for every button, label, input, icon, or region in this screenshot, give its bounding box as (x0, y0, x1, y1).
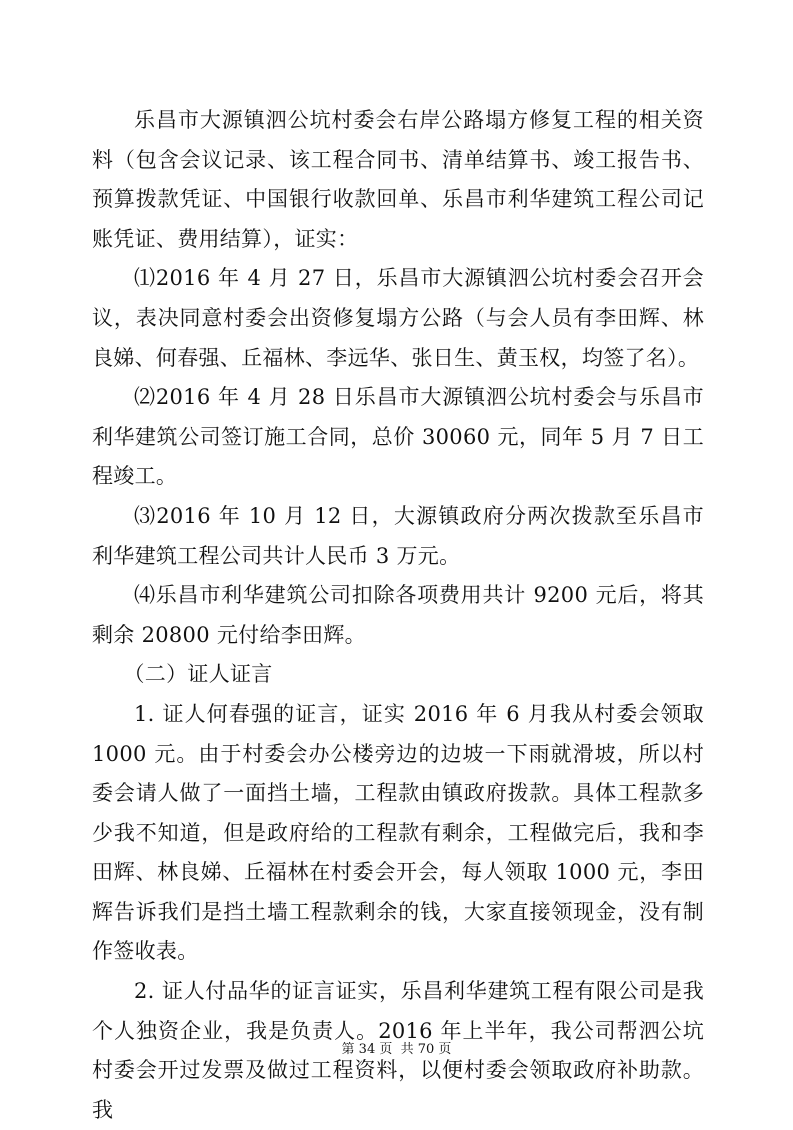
page-footer (0, 1038, 793, 1057)
document-body (92, 101, 704, 1130)
paragraph-witness-1: 1. 证人何春强的证言，证实 2016 年 6 月我从村委会领取 1000 元。由于村委会办公楼旁边的边坡一下雨就滑坡，所以村委会请人做了一面挡土墙，工程款由镇政府拨款。具体工程款多少我不知道，但是政府给的工程款有剩余，工程做完后，我和李田辉、林良娣、丘福林在村委会开会，每人领取 1000 元，李田辉告诉我们是挡土墙工程款剩余的钱，大家直接领现金，没有制作签收表。 (92, 701, 704, 964)
page-number-label: 第 34 页 共 70 页 (341, 1042, 452, 1057)
paragraph-item-1: ⑴2016 年 4 月 27 日，乐昌市大源镇泗公坑村委会召开会议，表决同意村委会出资修复塌方公路（与会人员有李田辉、林良娣、何春强、丘福林、李远华、张日生、黄玉权，均签了名）。 (92, 266, 704, 370)
paragraph-item-3: ⑶2016 年 10 月 12 日，大源镇政府分两次拨款至乐昌市利华建筑工程公司共计人民币 3 万元。 (92, 503, 704, 568)
paragraph-evidence-materials: 乐昌市大源镇泗公坑村委会右岸公路塌方修复工程的相关资料（包含会议记录、该工程合同书、清单结算书、竣工报告书、预算拨款凭证、中国银行收款回单、乐昌市利华建筑工程公司记账凭证、费用结算），证实： (92, 108, 704, 251)
paragraph-item-4: ⑷乐昌市利华建筑公司扣除各项费用共计 9200 元后，将其剩余 20800 元付给李田辉。 (92, 583, 704, 647)
section-heading-witness-testimony: （二）证人证言 (123, 662, 273, 687)
paragraph-witness-2: 2. 证人付品华的证言证实，乐昌利华建筑工程有限公司是我个人独资企业，我是负责人。2016 年上半年，我公司帮泗公坑村委会开过发票及做过工程资料，以便村委会领取政府补助款。我 (92, 979, 704, 1122)
paragraph-item-2: ⑵2016 年 4 月 28 日乐昌市大源镇泗公坑村委会与乐昌市利华建筑公司签订施工合同，总价 30060 元，同年 5 月 7 日工程竣工。 (92, 385, 704, 489)
